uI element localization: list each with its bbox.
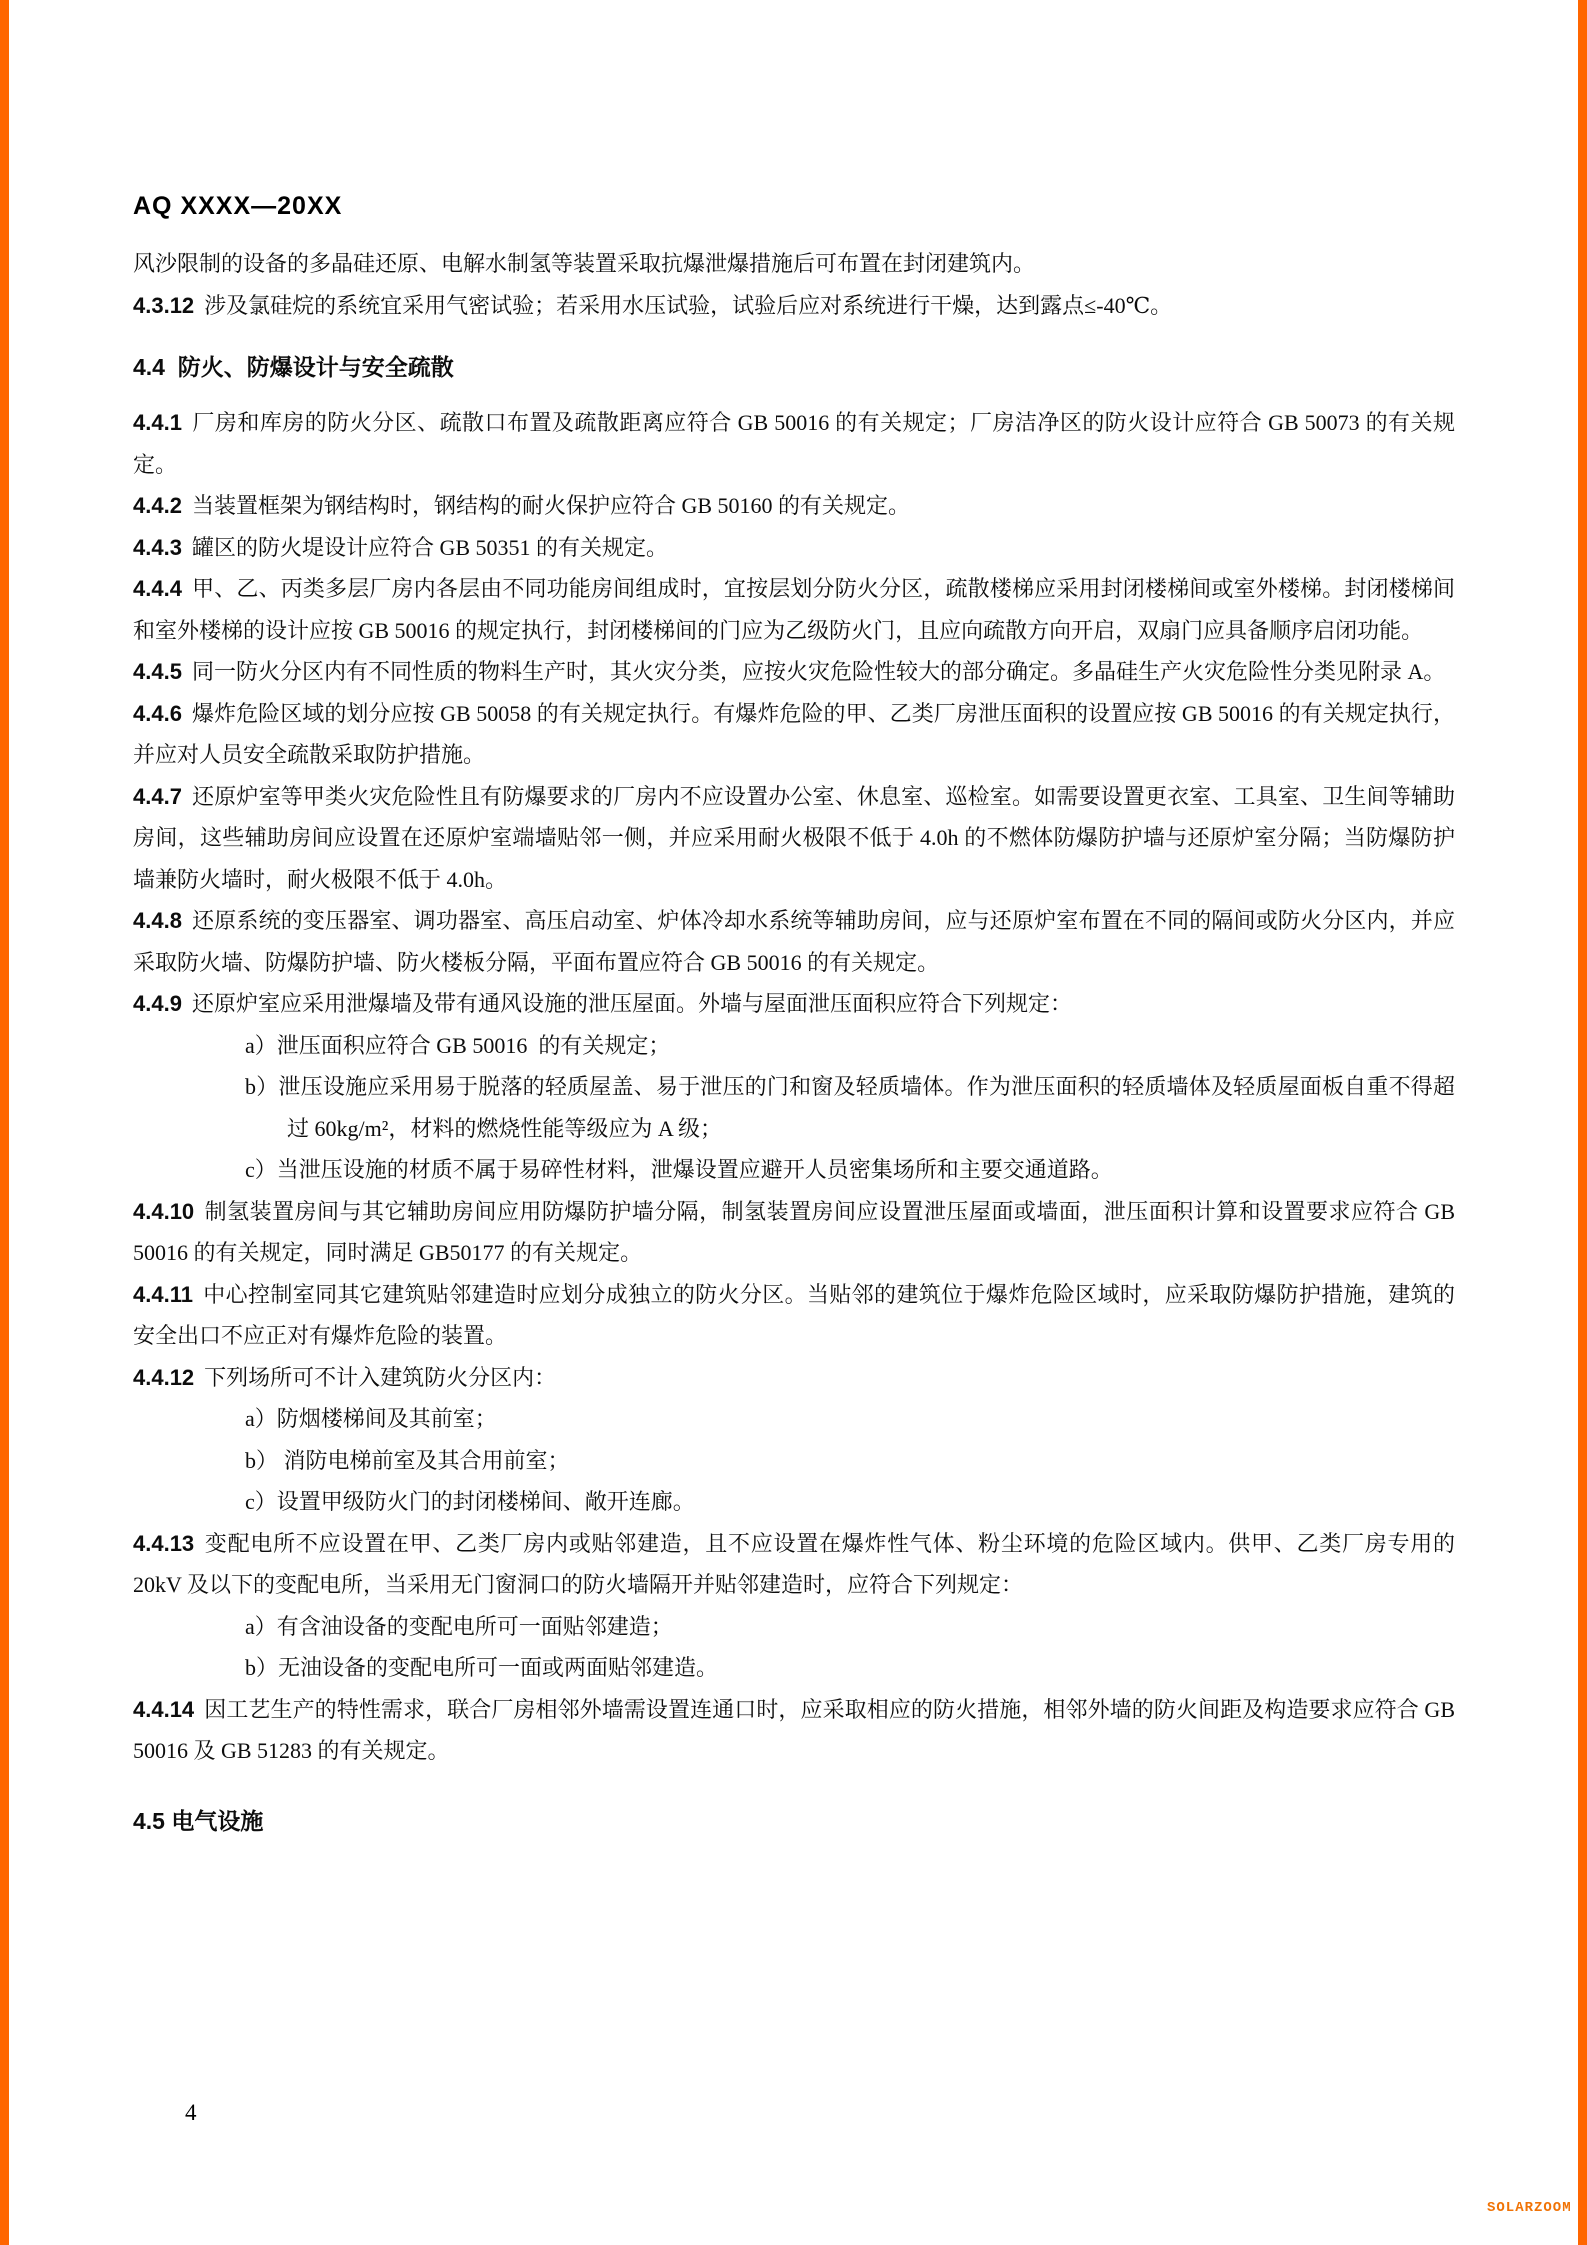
clause-paragraph: 4.4.5 同一防火分区内有不同性质的物料生产时，其火灾分类，应按火灾危险性较大的部分确定。多晶硅生产火灾危险性分类见附录 A。 — [133, 659, 1446, 684]
list-item: b） 消防电梯前室及其合用前室； — [245, 1447, 570, 1473]
clause-paragraph: 4.4.13 变配电所不应设置在甲、乙类厂房内或贴邻建造，且不应设置在爆炸性气体、粉尘环境的危险区域内。供甲、乙类厂房专用的 20kV 及以下的变配电所，当采用无门窗洞口的防火墙隔开并贴邻建造时，应符合下列规定： — [133, 1530, 1461, 1597]
page-number: 4 — [185, 2100, 197, 2125]
left-edge-accent-bar — [0, 0, 9, 2245]
section-heading: 4.4 防火、防爆设计与安全疏散 — [133, 354, 454, 380]
solarzoom-watermark: SOLARZOOM — [1487, 2200, 1572, 2216]
body-paragraph: 风沙限制的设备的多晶硅还原、电解水制氢等装置采取抗爆泄爆措施后可布置在封闭建筑内。 — [133, 251, 1036, 276]
clause-number: 4.4.14 — [133, 1696, 195, 1722]
clause-number: 4.4.3 — [133, 534, 182, 560]
clause-number: 4.4.8 — [133, 908, 182, 933]
clause-number: 4.4.6 — [133, 700, 182, 726]
clause-number: 4.4.10 — [133, 1198, 195, 1224]
clause-paragraph: 4.4.14 因工艺生产的特性需求，联合厂房相邻外墙需设置连通口时，应采取相应的防火措施，相邻外墙的防火间距及构造要求应符合 GB 50016 及 GB 51283 的有关规定。 — [133, 1696, 1461, 1763]
clause-number: 4.4.12 — [133, 1364, 195, 1390]
list-item: a）泄压面积应符合 GB 50016 的有关规定； — [245, 1032, 671, 1058]
clause-number: 4.4.5 — [133, 659, 182, 684]
standard-code-header: AQ XXXX—20XX — [133, 192, 343, 220]
clause-paragraph: 4.4.7 还原炉室等甲类火灾危险性且有防爆要求的厂房内不应设置办公室、休息室、巡检室。如需要设置更衣室、工具室、卫生间等辅助房间，这些辅助房间应设置在还原炉室端墙贴邻一侧，并应采用耐火极限不低于 4.0h 的不燃体防爆防护墙与还原炉室分隔；当防爆防护墙兼防火墙时，耐火极限不低于 4.0h。 — [133, 783, 1455, 892]
clause-paragraph: 4.4.8 还原系统的变压器室、调功器室、高压启动室、炉体冷却水系统等辅助房间，应与还原炉室布置在不同的隔间或防火分区内，并应采取防火墙、防爆防护墙、防火楼板分隔，平面布置应符合 GB 50016 的有关规定。 — [133, 908, 1455, 975]
list-item: a）有含油设备的变配电所可一面贴邻建造； — [245, 1613, 673, 1639]
clause-number: 4.4.1 — [133, 410, 182, 435]
clause-paragraph: 4.4.10 制氢装置房间与其它辅助房间应用防爆防护墙分隔，制氢装置房间应设置泄压屋面或墙面，泄压面积计算和设置要求应符合 GB 50016 的有关规定，同时满足 GB50177 的有关规定。 — [133, 1198, 1461, 1265]
right-edge-accent-bar — [1578, 0, 1587, 2245]
clause-paragraph: 4.3.12 涉及氯硅烷的系统宜采用气密试验；若采用水压试验，试验后应对系统进行干燥，达到露点≤-40℃。 — [133, 292, 1173, 318]
section-heading: 4.5 电气设施 — [133, 1807, 264, 1834]
clause-number: 4.3.12 — [133, 292, 195, 318]
list-item: a）防烟楼梯间及其前室； — [245, 1406, 497, 1431]
list-item: b）泄压设施应采用易于脱落的轻质屋盖、易于泄压的门和窗及轻质墙体。作为泄压面积的轻质墙体及轻质屋面板自重不得超过 60kg/m²，材料的燃烧性能等级应为 A 级； — [245, 1074, 1455, 1141]
clause-paragraph: 4.4.2 当装置框架为钢结构时，钢结构的耐火保护应符合 GB 50160 的有关规定。 — [133, 493, 911, 518]
clause-paragraph: 4.4.3 罐区的防火堤设计应符合 GB 50351 的有关规定。 — [133, 534, 669, 560]
clause-number: 4.4.2 — [133, 493, 182, 518]
clause-number: 4.4.9 — [133, 991, 182, 1016]
clause-paragraph: 4.4.9 还原炉室应采用泄爆墙及带有通风设施的泄压屋面。外墙与屋面泄压面积应符合下列规定： — [133, 991, 1072, 1016]
clause-paragraph: 4.4.12 下列场所可不计入建筑防火分区内： — [133, 1364, 557, 1390]
clause-number: 4.4.7 — [133, 783, 182, 809]
clause-paragraph: 4.4.1 厂房和库房的防火分区、疏散口布置及疏散距离应符合 GB 50016 的有关规定；厂房洁净区的防火设计应符合 GB 50073 的有关规定。 — [133, 410, 1455, 477]
clause-paragraph: 4.4.6 爆炸危险区域的划分应按 GB 50058 的有关规定执行。有爆炸危险的甲、乙类厂房泄压面积的设置应按 GB 50016 的有关规定执行，并应对人员安全疏散采取防护措施。 — [133, 700, 1455, 767]
list-item: b）无油设备的变配电所可一面或两面贴邻建造。 — [245, 1655, 719, 1680]
list-item: c）当泄压设施的材质不属于易碎性材料，泄爆设置应避开人员密集场所和主要交通道路。 — [245, 1157, 1113, 1182]
list-item: c）设置甲级防火门的封闭楼梯间、敞开连廊。 — [245, 1489, 695, 1514]
clause-paragraph: 4.4.4 甲、乙、丙类多层厂房内各层由不同功能房间组成时，宜按层划分防火分区，疏散楼梯应采用封闭楼梯间或室外楼梯。封闭楼梯间和室外楼梯的设计应按 GB 50016 的规定执行，封闭楼梯间的门应为乙级防火门，且应向疏散方向开启，双扇门应具备顺序启闭功能。 — [133, 576, 1455, 643]
clause-number: 4.4.4 — [133, 576, 182, 601]
clause-number: 4.4.11 — [133, 1281, 193, 1307]
clause-paragraph: 4.4.11 中心控制室同其它建筑贴邻建造时应划分成独立的防火分区。当贴邻的建筑位于爆炸危险区域时，应采取防爆防护措施，建筑的安全出口不应正对有爆炸危险的装置。 — [133, 1281, 1455, 1348]
document-content — [133, 243, 1461, 1842]
clause-number: 4.4.13 — [133, 1530, 195, 1556]
